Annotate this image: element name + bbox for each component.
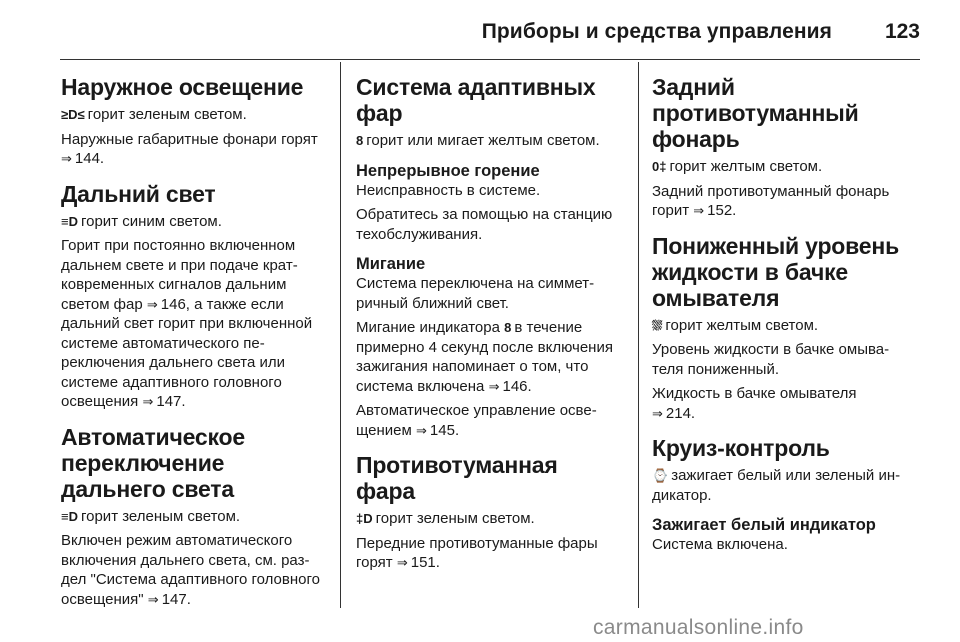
paragraph: [356, 401, 618, 440]
paragraph: [356, 318, 618, 396]
page-ref-link[interactable]: 152.: [707, 202, 737, 219]
section-title: Пониженный уровень жидкости в бачке омывателя: [652, 232, 900, 311]
paragraph: [652, 182, 914, 221]
paragraph: [61, 236, 323, 412]
subsection-title: Мигание: [356, 255, 426, 273]
text: Жидкость в бачке омывателя: [652, 385, 857, 402]
paragraph: Система переключена на симметричный ближний свет.: [356, 275, 595, 312]
paragraph: [652, 384, 914, 423]
paragraph: Система включена.: [652, 536, 788, 553]
text: Задний противотуманный фонарь горит: [652, 182, 890, 219]
section-adaptive-headlights: [356, 74, 618, 440]
page-ref-link[interactable]: 151.: [410, 554, 440, 571]
column-divider: [340, 62, 341, 608]
paragraph: [61, 105, 323, 125]
section-title: Автоматическое переключение дальнего света: [61, 423, 245, 502]
section-title: Дальний свет: [61, 180, 216, 207]
section-title: Противотуманная фара: [356, 452, 558, 504]
page-ref-link[interactable]: 214.: [665, 404, 696, 422]
text: зажигает белый или зеленый индикатор.: [652, 467, 901, 504]
page-ref-link[interactable]: 146, а также если дальний свет горит при включенной системе автоматического переключения дальнего света или системе адаптивного головного освещения: [61, 295, 313, 410]
watermark: carmanualsonline.info: [593, 616, 804, 639]
column-divider: [638, 62, 639, 608]
text: горит зеленым светом.: [87, 106, 247, 123]
paragraph: [61, 130, 323, 169]
paragraph: Обратитесь за помощью на станцию техобслуживания.: [356, 206, 613, 243]
text: горит желтым светом.: [665, 316, 819, 334]
paragraph: [652, 466, 914, 505]
page-header: [0, 0, 960, 60]
page-ref-arrow-icon: ⇒: [61, 151, 72, 166]
page-ref-arrow-icon: ⇒: [147, 591, 159, 607]
paragraph: [652, 157, 914, 177]
paragraph: [61, 507, 323, 527]
auto-high-beam-icon: ≡D: [61, 508, 78, 524]
page-number: 123: [884, 20, 920, 43]
text: Горит при постоянно включенном дальнем свете и при подаче кратковременных сигналов дальним светом фар: [61, 237, 298, 313]
high-beam-icon: ≡D: [61, 213, 78, 229]
paragraph: [652, 316, 914, 336]
header-title: Приборы и средства управления: [481, 20, 832, 43]
page-ref-link[interactable]: 147.: [161, 590, 191, 608]
paragraph: [356, 131, 618, 151]
text: Передние противотуманные фары горят: [356, 534, 598, 571]
page-ref-arrow-icon: ⇒: [142, 394, 154, 409]
page-ref-link[interactable]: 145.: [429, 421, 460, 439]
text: в течение примерно 4 секунд после включения зажигания напоминает о том, что система включена: [356, 319, 613, 395]
section-auto-high-beam: [61, 424, 323, 610]
section-exterior-lighting: [61, 74, 323, 169]
text: Мигание индикатора: [356, 319, 500, 336]
paragraph: [61, 212, 323, 232]
text: горит зеленым светом.: [80, 507, 241, 525]
paragraph: Уровень жидкости в бачке омывателя пониженный.: [652, 341, 890, 378]
text: Наружные габаритные фонари горят: [61, 130, 318, 148]
subsection-title: Зажигает белый индикатор: [652, 516, 876, 534]
paragraph: Неисправность в системе.: [356, 181, 541, 199]
paragraph: [356, 509, 618, 529]
section-title: Задний противотуманный фонарь: [652, 74, 859, 152]
section-title: Система адаптивных фар: [356, 74, 596, 126]
page-ref-link[interactable]: 144.: [74, 150, 105, 167]
page-ref-arrow-icon: ⇒: [146, 296, 158, 312]
page-ref-arrow-icon: ⇒: [652, 405, 663, 421]
adaptive-headlight-icon: 8: [504, 320, 512, 335]
page-ref-arrow-icon: ⇒: [488, 378, 500, 394]
text: горит синим светом.: [80, 212, 222, 230]
cruise-control-icon: ⌚: [652, 468, 669, 483]
section-title: Наружное освещение: [61, 74, 304, 100]
page-ref-arrow-icon: ⇒: [416, 422, 427, 438]
text: горит или мигает желтым светом.: [366, 132, 600, 149]
page-ref-arrow-icon: ⇒: [693, 203, 705, 218]
paragraph: [61, 531, 323, 609]
column-left: [61, 74, 323, 621]
header-rule: [60, 59, 920, 60]
page-ref-link[interactable]: 147.: [156, 393, 186, 410]
section-washer-fluid: [652, 233, 914, 424]
section-title: Круиз-контроль: [652, 435, 830, 461]
text: Включен режим автоматического включения дальнего света, см. раздел "Система адаптивного головного освещения": [61, 532, 320, 608]
section-high-beam: [61, 181, 323, 412]
text: горит зеленым светом.: [375, 510, 535, 527]
column-middle: [356, 74, 618, 585]
paragraph: [356, 534, 618, 573]
rear-fog-light-icon: 0‡: [652, 159, 667, 174]
page-ref-link[interactable]: 146.: [502, 377, 532, 395]
front-fog-light-icon: ‡D: [356, 511, 373, 526]
section-rear-fog-light: [652, 74, 914, 221]
subsection-title: Непрерывное горение: [356, 161, 540, 180]
text: Автоматическое управление освещением: [356, 402, 597, 439]
side-lights-icon: ≥D≤: [61, 107, 85, 122]
adaptive-headlight-icon: 8: [356, 133, 364, 148]
column-right: [652, 74, 914, 567]
section-cruise-control: [652, 435, 914, 555]
washer-fluid-icon: ⛆: [652, 317, 663, 333]
text: горит желтым светом.: [669, 158, 823, 175]
section-fog-light: [356, 452, 618, 573]
page-ref-arrow-icon: ⇒: [396, 555, 408, 570]
